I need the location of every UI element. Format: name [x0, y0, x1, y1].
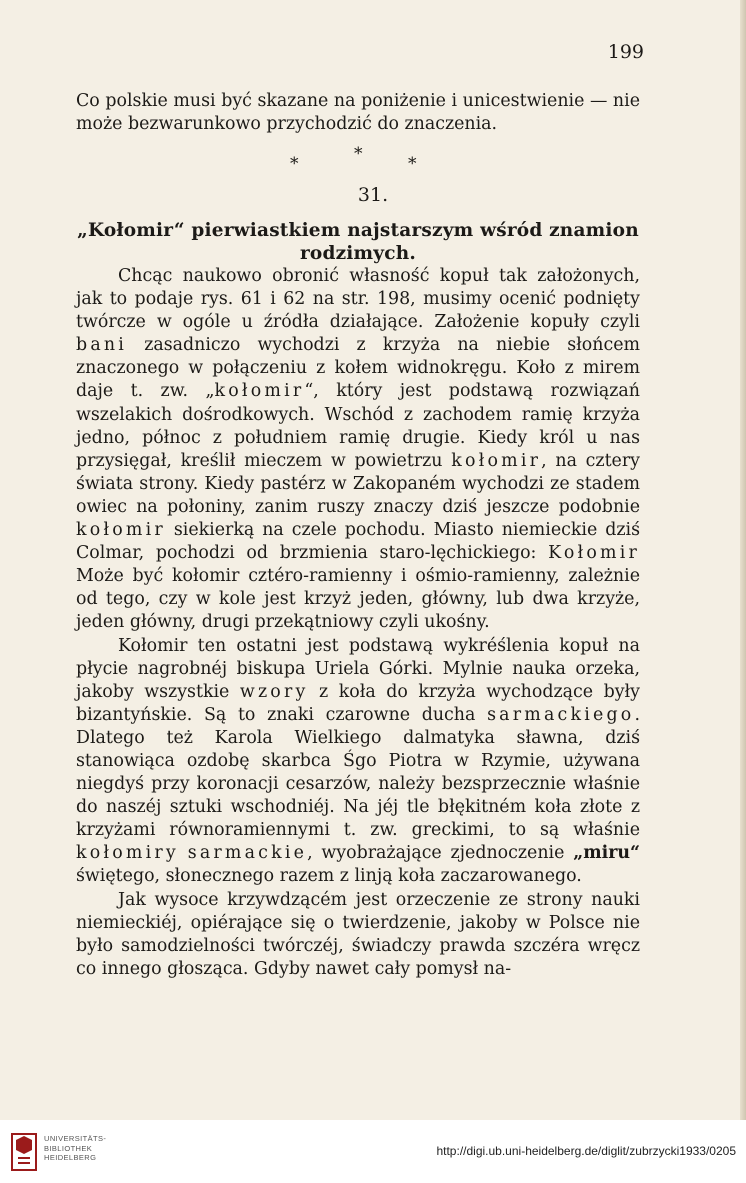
library-seal-icon [10, 1132, 38, 1172]
text-run: Chcąc naukowo obronić własność kopuł tak założonych, jak to podaje rys. 61 i 62 na str. 198, musimy ocenić podnięty twórcze w ogóle u źródła działające. Założenie kopuły czyli [76, 266, 640, 333]
text-run: Może być kołomir cztéro-ramienny i ośmio-ramienny, zależnie od tego, czy w kole jest krzyż jeden, główny, lub dwa krzyże, jeden główny, drugi przekątniowy czyli ukośny. [76, 566, 640, 633]
logo-line: HEIDELBERG [44, 1153, 97, 1162]
spaced-term: sarmackie [187, 843, 308, 864]
text-run: świętego, słonecznego razem z linją koła zaczarowanego. [76, 866, 582, 887]
bold-term: „miru“ [573, 843, 641, 864]
text-run: siekierką na czele pochodu. Miasto niemieckie dziś Colmar, pochodzi od brzmienia staro-lęchickiego: [76, 520, 640, 564]
text-run: , wyobrażające zjednoczenie [307, 843, 574, 864]
text-run: , na cztery świata strony. Kiedy pastérz w Zakopaném wychodzi ze stadem owiec na połoniny, zanim ruszy znaczy dziś jeszcze podobnie [76, 450, 640, 517]
spaced-term: sarmackiego [487, 704, 635, 725]
text-run: Jak wysoce krzywdzącém jest orzeczenie ze strony nauki niemieckiéj, opiérające się o twierdzenie, jakoby w Polsce nie było samodzielności twórczéj, świadczy prawda szczéra wręcz co innego głosząca. Gdyby nawet cały pomysł na- [76, 889, 640, 979]
spaced-term: kołomiry [76, 843, 179, 864]
spaced-term: wzory [239, 681, 309, 702]
intro-paragraph [76, 90, 640, 136]
paragraph-3 [76, 889, 640, 981]
intro-text: Co polskie musi być skazane na poniżenie i unicestwienie — nie może bezwarunkowo przychodzić do znaczenia. [76, 91, 640, 135]
spaced-term: bani [76, 335, 128, 356]
asterisk: * [408, 154, 417, 174]
text-run: . Dlatego też Karola Wielkiego dalmatyka sławna, dziś stanowiąca ozdobę skarbca Śgo Piotra w Rzymie, używana niegdyś przy koronacji cesarzów, należy bezsprzecznie właśnie do naszéj sztuki wschodniéj. Na jéj tle błękitném koła złote z krzyżami równoramiennymi t. zw. greckimi, to są właśnie [76, 704, 640, 841]
logo-line: UNIVERSITÄTS- [44, 1134, 107, 1143]
asterisk: * [290, 154, 299, 174]
page-number: 199 [607, 41, 644, 63]
spaced-term: kołomir [451, 450, 542, 471]
text-run: z koła do krzyża wychodzące były bizantyńskie. Są to znaki czarowne ducha [76, 681, 640, 725]
spaced-term: kołomir [214, 381, 305, 402]
asterisk: * [354, 144, 363, 164]
text-run [179, 843, 188, 863]
spaced-term: kołomir [76, 520, 166, 541]
chapter-body [76, 265, 640, 981]
text-run: Kołomir ten ostatni jest podstawą wykréślenia kopuł na płycie nagrobnéj biskupa Uriela Górki. Mylnie nauka orzeka, jakoby wszystkie [76, 635, 640, 702]
chapter-title: „Kołomir“ pierwiastkiem najstarszym wśród znamion rodzimych. [77, 220, 639, 264]
chapter-number: 31. [357, 184, 389, 206]
text-run: “, który jest podstawą rozwiązań wszelakich dośrodkowych. Wschód z zachodem ramię krzyża jedno, północ z południem ramię drugie. Kiedy król u nas przysięgał, kreślił mieczem w powietrzu [76, 381, 640, 471]
logo-line: BIBLIOTHEK [44, 1143, 93, 1153]
source-url-link[interactable]: http://digi.ub.uni-heidelberg.de/diglit/zubrzycki1933/0205 [436, 1144, 736, 1158]
section-separator [290, 146, 430, 176]
spaced-term: Kołomir [548, 543, 640, 564]
text-run: zasadniczo wychodzi z krzyża na niebie słońcem znaczonego w połączeniu z kołem widnokręgu. Koło z mirem daje t. zw. „ [76, 335, 640, 402]
paragraph-1 [76, 265, 640, 635]
library-logo-text [44, 1134, 106, 1163]
viewer-footer [0, 1120, 746, 1183]
paragraph-2 [76, 635, 640, 889]
